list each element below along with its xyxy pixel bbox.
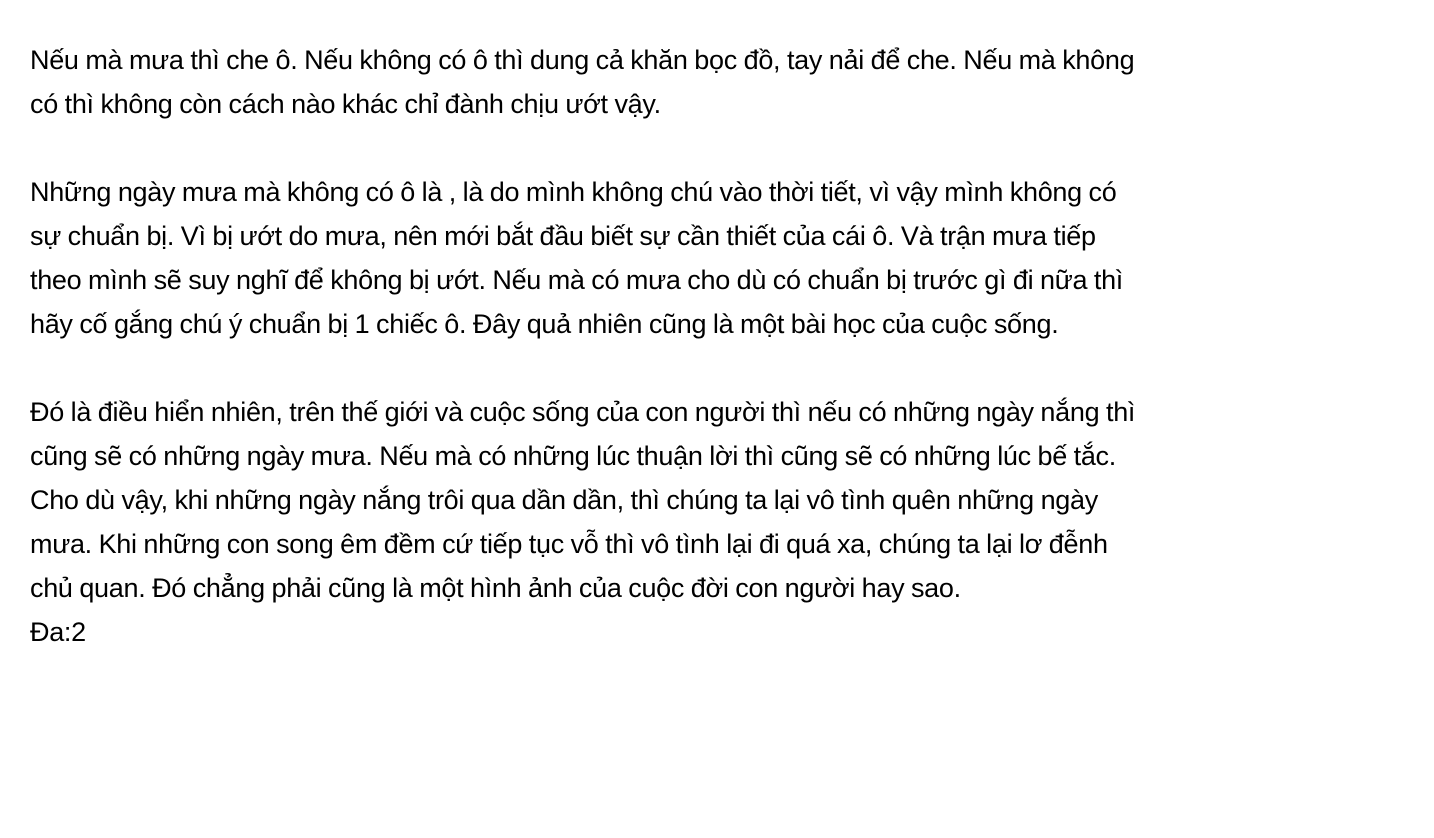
- text-line: hãy cố gắng chú ý chuẩn bị 1 chiếc ô. Đây quả nhiên cũng là một bài học của cuộc sống.: [30, 309, 1059, 339]
- text-line: mưa. Khi những con song êm đềm cứ tiếp tục vỗ thì vô tình lại đi quá xa, chúng ta lại lơ đễnh: [30, 529, 1108, 559]
- paragraph-3: [30, 390, 1426, 610]
- text-line: sự chuẩn bị. Vì bị ướt do mưa, nên mới bắt đầu biết sự cần thiết của cái ô. Và trận mưa tiếp: [30, 221, 1096, 251]
- text-line: Đó là điều hiển nhiên, trên thế giới và cuộc sống của con người thì nếu có những ngày nắng thì: [30, 397, 1136, 427]
- answer-line: [30, 610, 1426, 654]
- text-line: theo mình sẽ suy nghĩ để không bị ướt. Nếu mà có mưa cho dù có chuẩn bị trước gì đi nữa thì: [30, 265, 1124, 295]
- document-body: [30, 38, 1426, 654]
- text-line: Cho dù vậy, khi những ngày nắng trôi qua dần dần, thì chúng ta lại vô tình quên những ngày: [30, 485, 1098, 515]
- text-line: Những ngày mưa mà không có ô là , là do mình không chú vào thời tiết, vì vậy mình không có: [30, 177, 1117, 207]
- text-line: Nếu mà mưa thì che ô. Nếu không có ô thì dung cả khăn bọc đồ, tay nải để che. Nếu mà không: [30, 45, 1135, 75]
- paragraph-1: [30, 38, 1426, 126]
- answer-text: Đa:2: [30, 617, 86, 647]
- text-line: chủ quan. Đó chẳng phải cũng là một hình ảnh của cuộc đời con người hay sao.: [30, 573, 961, 603]
- text-line: cũng sẽ có những ngày mưa. Nếu mà có những lúc thuận lời thì cũng sẽ có những lúc bế tắc.: [30, 441, 1116, 471]
- paragraph-2: [30, 170, 1426, 346]
- text-line: có thì không còn cách nào khác chỉ đành chịu ướt vậy.: [30, 89, 661, 119]
